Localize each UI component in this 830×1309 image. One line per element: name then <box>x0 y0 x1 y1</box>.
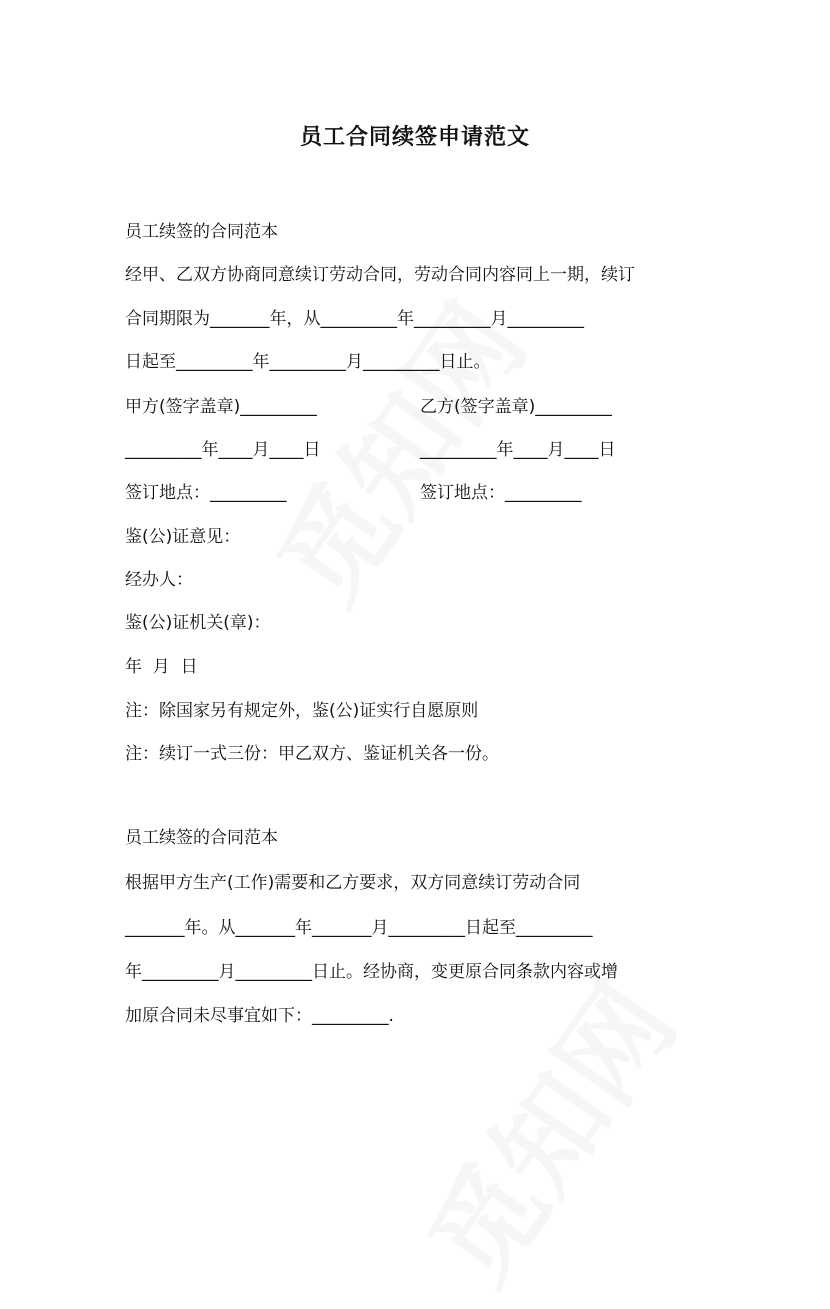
date-line: 年 月 日 <box>125 657 198 677</box>
paragraph-line: 加原合同未尽事宜如下：_________. <box>125 1006 394 1026</box>
paragraph-line: _______年。从_______年_______月_________日起至_________ <box>125 918 593 938</box>
party-a-place: 签订地点：_________ <box>125 483 287 503</box>
notary-office: 鉴(公)证机关(章)： <box>125 613 271 633</box>
party-a-date: _________年____月____日 <box>125 440 321 460</box>
notary-opinion: 鉴(公)证意见： <box>125 527 241 547</box>
section-heading: 员工续签的合同范本 <box>125 222 278 242</box>
party-a-signature: 甲方(签字盖章)_________ <box>125 397 317 417</box>
section-heading: 员工续签的合同范本 <box>125 828 278 848</box>
paragraph-line: 合同期限为_______年，从_________年_________月_________ <box>125 309 584 329</box>
paragraph-line: 日起至_________年_________月_________日止。 <box>125 352 491 372</box>
paragraph-line: 经甲、乙双方协商同意续订劳动合同，劳动合同内容同上一期，续订 <box>125 265 635 285</box>
party-b-place: 签订地点：_________ <box>420 483 582 503</box>
party-b-date: _________年____月____日 <box>420 440 616 460</box>
party-b-signature: 乙方(签字盖章)_________ <box>420 397 612 417</box>
note-1: 注：除国家另有规定外，鉴(公)证实行自愿原则 <box>125 701 479 721</box>
paragraph-line: 年_________月_________日止。经协商，变更原合同条款内容或增 <box>125 962 618 982</box>
handler: 经办人： <box>125 570 193 590</box>
note-2: 注：续订一式三份：甲乙双方、鉴证机关各一份。 <box>125 744 499 764</box>
document-title: 员工合同续签申请范文 <box>299 125 530 150</box>
paragraph-line: 根据甲方生产(工作)需要和乙方要求，双方同意续订劳动合同 <box>125 873 581 893</box>
watermark <box>386 949 705 1309</box>
